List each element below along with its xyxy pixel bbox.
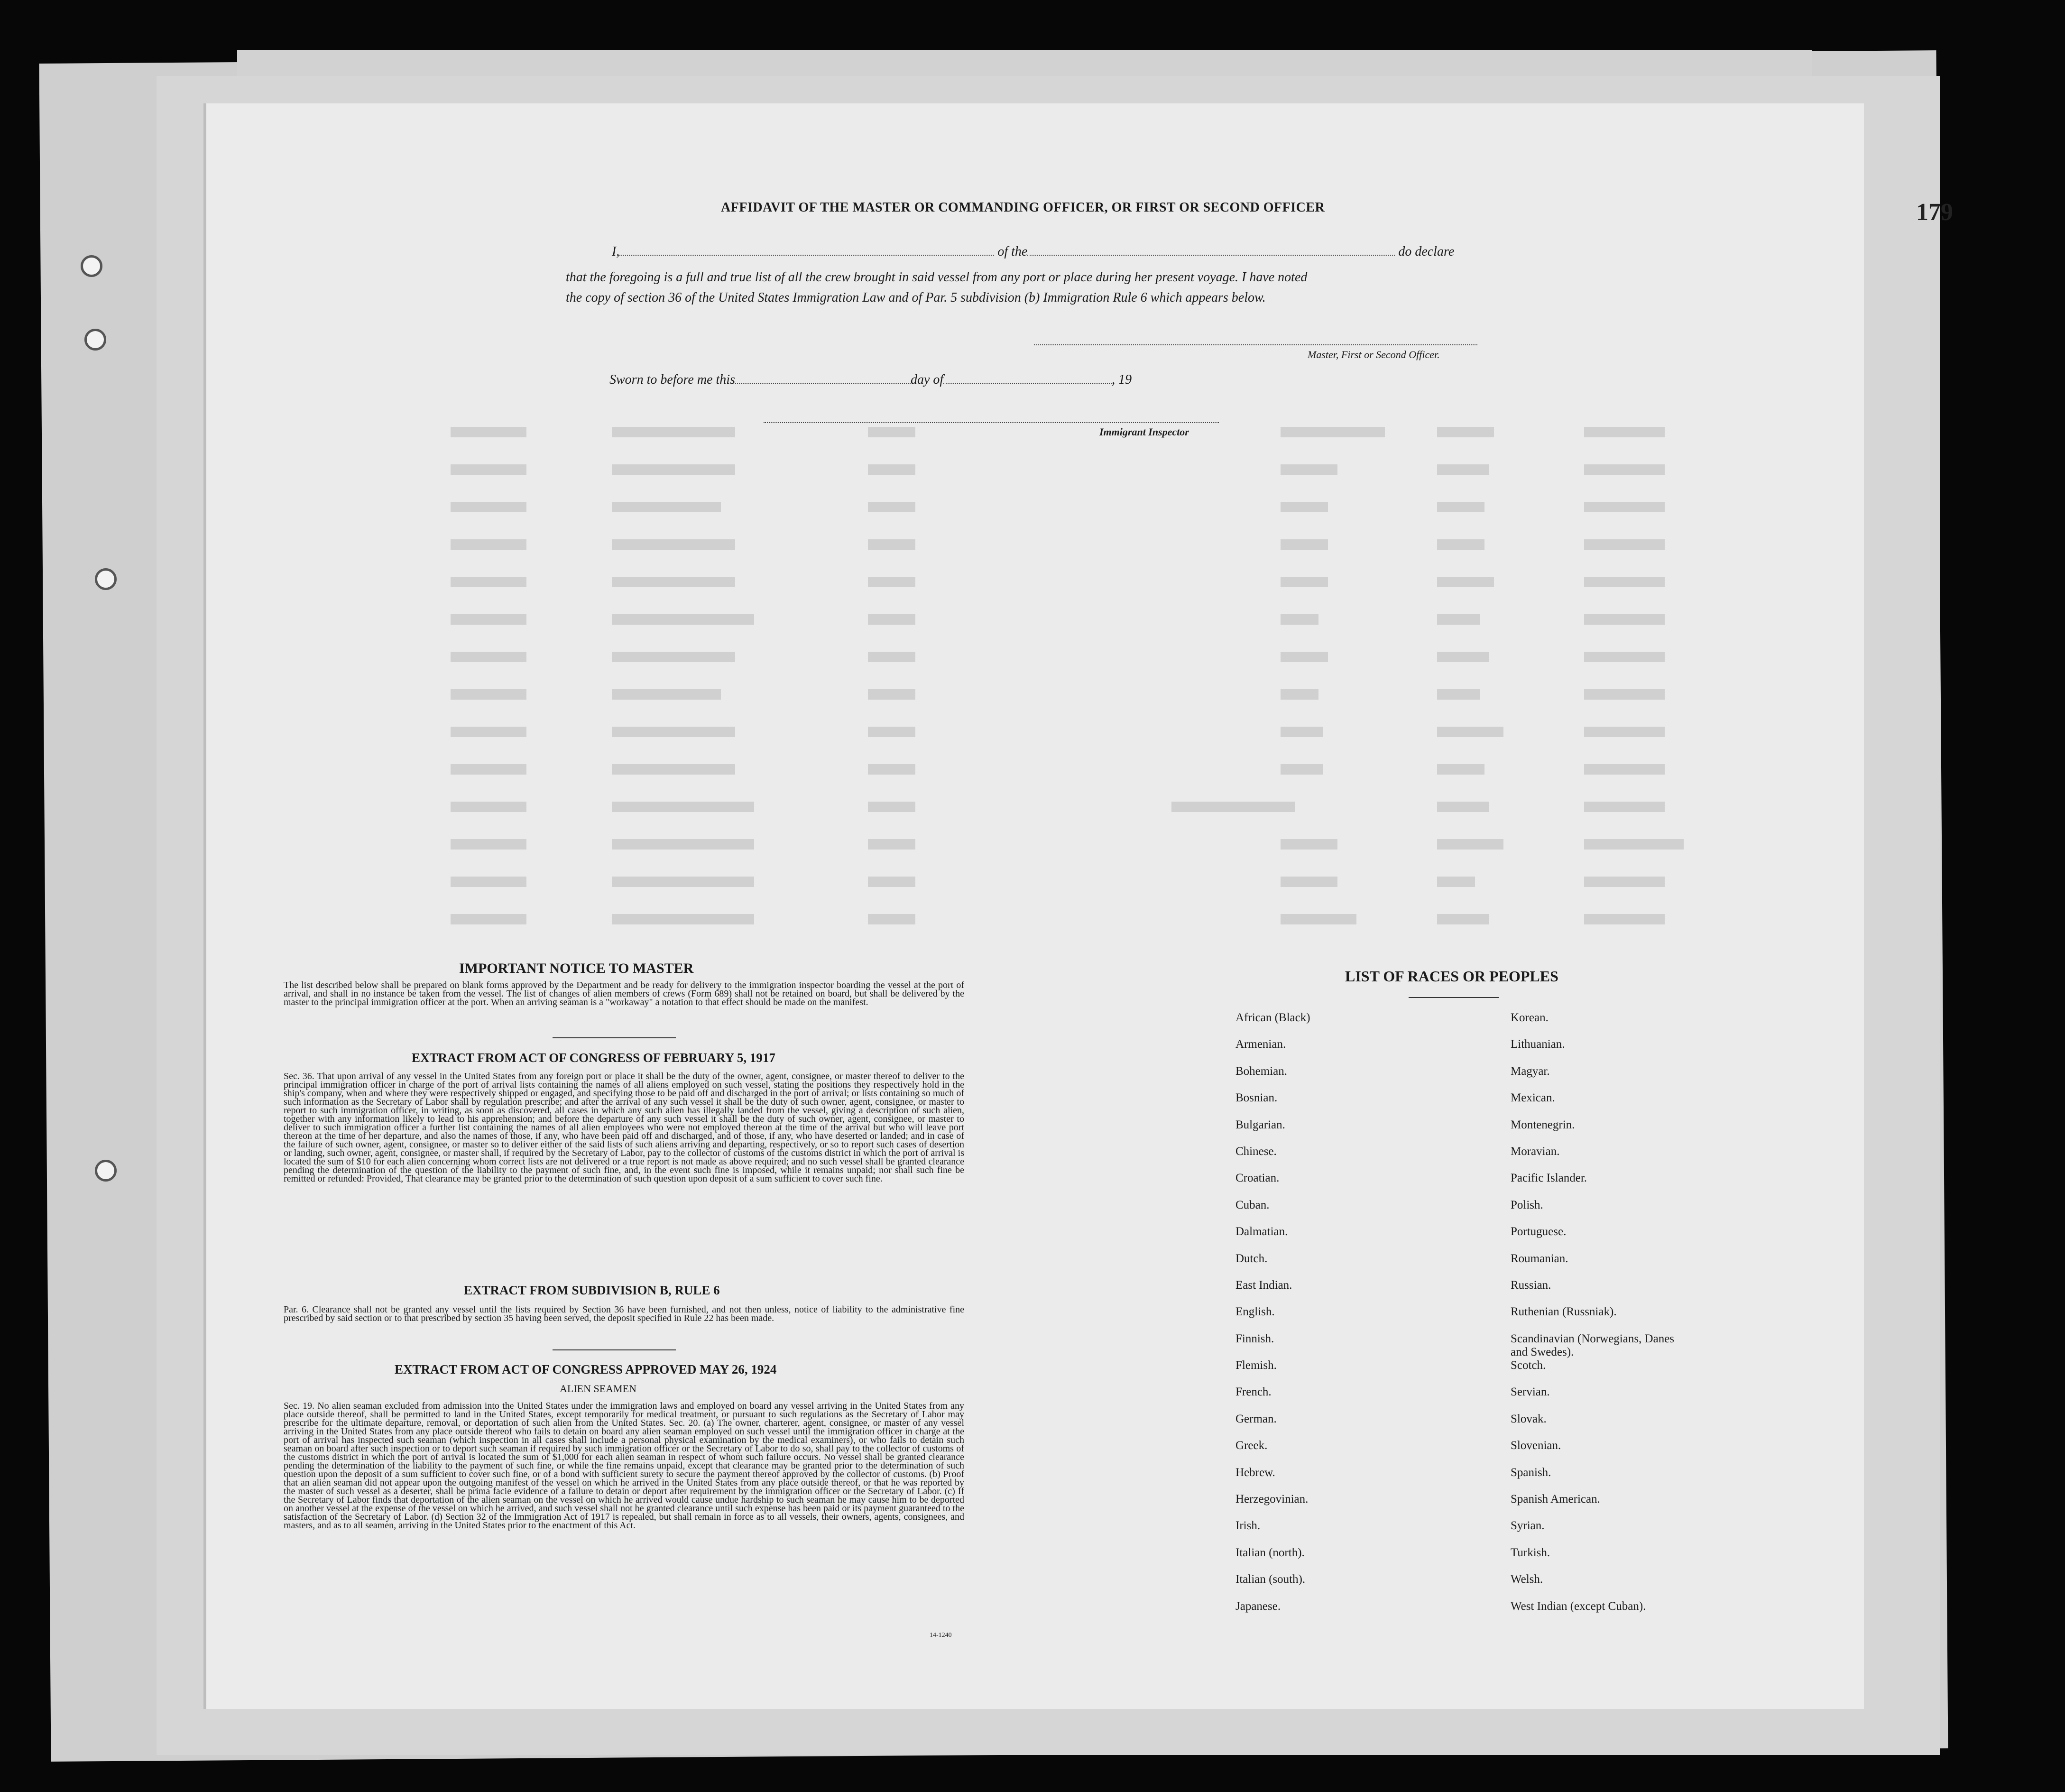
race-item: Italian (north). (1235, 1546, 1305, 1559)
race-item: Cuban. (1235, 1198, 1270, 1211)
vessel-blank (1027, 243, 1395, 256)
races-right-column (1511, 1011, 1686, 1626)
race-item: Slovak. (1511, 1412, 1547, 1425)
signature-caption: Master, First or Second Officer. (1308, 349, 1440, 360)
race-item: Bosnian. (1235, 1091, 1278, 1105)
extract-1924-title: EXTRACT FROM ACT OF CONGRESS APPROVED MAY 26, 1924 (395, 1362, 777, 1376)
declaration-i: I, (612, 244, 620, 259)
notice-title: IMPORTANT NOTICE TO MASTER (459, 961, 694, 976)
extract-1917-title: EXTRACT FROM ACT OF CONGRESS OF FEBRUARY 5, 1917 (412, 1051, 775, 1065)
declaration-line-3: the copy of section 36 of the United States Immigration Law and of Par. 5 subdivision (b) Immigration Rule 6 which appears below. (566, 290, 1266, 305)
race-item: Bohemian. (1235, 1064, 1288, 1078)
race-item: French. (1235, 1386, 1272, 1399)
race-item: Greek. (1235, 1439, 1268, 1452)
inspector-caption: Immigrant Inspector (1099, 426, 1189, 438)
divider (1409, 997, 1499, 998)
race-item: Pacific Islander. (1511, 1172, 1587, 1185)
sworn-year: , 19 (1112, 372, 1132, 387)
binder-hole (95, 568, 117, 590)
race-item: Japanese. (1235, 1599, 1281, 1613)
divider (553, 1349, 676, 1350)
extract-rule6-text: Par. 6. Clearance shall not be granted any vessel until the lists required by Section 36 have been furnished, and not then unless, notice of liability to the administrative fine prescribed by said section or to that prescribed by section 35 having been served, the deposit specified in Rule 22 has been made. (284, 1304, 964, 1323)
declaration-of-the: of the (997, 244, 1028, 259)
race-item: Armenian. (1235, 1038, 1286, 1051)
race-item: German. (1235, 1412, 1277, 1425)
bleed-through-rows (441, 417, 1760, 953)
race-item: African (Black) (1235, 1011, 1310, 1024)
name-blank (619, 243, 994, 256)
race-item: Magyar. (1511, 1064, 1550, 1078)
month-blank (943, 371, 1112, 384)
extract-1924-text: Sec. 19. No alien seaman excluded from admission into the United States under the immigration laws and employed on board any vessel arriving in the United States from any place outside thereof, shall be permitted to land in the United States, except temporarily for medical treatment, or pursuant to such regulations as the Secretary of Labor may prescribe for the ultimate departure, removal, or deportation of such alien from the United States. Sec. 20. (a) The owner, charterer, agent, consignee, or master of any vessel arriving in the United States from any place outside thereof who fails to detain on board any alien seaman employed on such vessel until the immigration officer in charge at the port of arrival has inspected such seaman (which inspection in all cases shall include a personal physical examination by the medical examiners), or who fails to detain such seaman on board after such inspection or to deport such seaman if required by such immigration officer or the Secretary of Labor to do so, shall pay to the collector of customs of the customs district in which the port of arrival is located the sum of $1,000 for each alien seaman in respect of whom such failure occurs. No vessel shall be granted clearance pending the determination of the liability to the payment of such fine, or while the fine remains unpaid, except that clearance may be granted prior to the determination of such question upon the deposit of a sum sufficient to cover such fine, or of a bond with sufficient surety to secure the payment thereof approved by the collector of customs. (b) Proof that an alien seaman did not appear upon the outgoing manifest of the vessel on which he arrived in the United States from any place outside thereof, or that he was reported by the master of such vessel as a deserter, shall be prima facie evidence of a failure to detain or deport after requirement by the immigration officer or the Secretary of Labor. (c) If the Secretary of Labor finds that deportation of the alien seaman on the vessel on which he arrived would cause undue hardship to such seaman he may cause him to be deported on another vessel at the expense of the vessel on which he arrived, and such vessel shall not be granted clearance until such expense has been paid or its payment guaranteed to the satisfaction of the Secretary of Labor. (d) Section 32 of the Immigration Act of 1917 is repealed, but shall remain in force as to all vessels, their owners, agents, consignees, and masters, and as to all seamen, arriving in the United States prior to the enactment of this Act. (284, 1401, 964, 1531)
extract-1917-text: Sec. 36. That upon arrival of any vessel in the United States from any foreign port or place it shall be the duty of the owner, agent, consignee, or master thereof to deliver to the principal immigration officer in charge of the port of arrival lists containing the names of all aliens employed on such vessel, stating the positions they respectively hold in the ship's company, when and where they were respectively shipped or engaged, and specifying those to be paid off and discharged in the port of arrival; or lists containing so much of such information as the Secretary of Labor shall by regulation prescribe; and after the arrival of any such vessel it shall be the duty of such owner, agent, consignee, or master to report to such immigration officer, in writing, as soon as discovered, all cases in which any such alien has illegally landed from the vessel, giving a description of such alien, together with any information likely to lead to his apprehension; and before the departure of any such vessel it shall be the duty of such owner, agent, consignee, or master to deliver to such immigration officer a further list containing the names of all alien employees who were not employed thereon at the time of the arrival but who will leave port thereon at the time of her departure, and also the names of those, if any, who have been paid off and discharged, and of those, if any, who have deserted or landed; and in case of the failure of such owner, agent, consignee, or master so to deliver either of the said lists of such aliens arriving and departing, respectively, or so to report such cases of desertion or landing, such owner, agent, consignee, or master shall, if required by the Secretary of Labor, pay to the collector of customs of the customs district in which the port of arrival is located the sum of $10 for each alien concerning whom correct lists are not delivered or a true report is not made as above required; and no such vessel shall be granted clearance pending the determination of the question of the liability to the payment of such fine, and, in the event such fine is imposed, while it remains unpaid; nor shall such fine be remitted or refunded: Provided, That clearance may be granted prior to the determination of such question upon deposit of a sum sufficient to cover such fine. (284, 1071, 964, 1184)
races-title: LIST OF RACES OR PEOPLES (1345, 968, 1558, 985)
race-item: Moravian. (1511, 1145, 1560, 1158)
race-item: Ruthenian (Russniak). (1511, 1305, 1617, 1319)
affidavit-title: AFFIDAVIT OF THE MASTER OR COMMANDING OFFICER, OR FIRST OR SECOND OFFICER (721, 200, 1325, 215)
extract-1924-subtitle: ALIEN SEAMEN (560, 1383, 636, 1395)
form-number: 14-1240 (930, 1632, 952, 1639)
sworn-day-of: day of (910, 372, 944, 387)
race-item: Spanish. (1511, 1466, 1551, 1479)
race-item: Russian. (1511, 1278, 1551, 1292)
race-item: Slovenian. (1511, 1439, 1561, 1452)
race-item: Turkish. (1511, 1546, 1550, 1559)
day-blank (735, 371, 911, 384)
race-item: Chinese. (1235, 1145, 1277, 1158)
race-item: Syrian. (1511, 1519, 1545, 1533)
page-number: 179 (1916, 199, 1953, 226)
binder-hole (84, 329, 106, 351)
race-item: Hebrew. (1235, 1466, 1275, 1479)
race-item: Italian (south). (1235, 1573, 1306, 1586)
race-item: Lithuanian. (1511, 1038, 1565, 1051)
declaration-do-declare: do declare (1398, 244, 1455, 259)
races-left-column (1235, 1011, 1310, 1626)
extract-rule6-title: EXTRACT FROM SUBDIVISION B, RULE 6 (464, 1283, 720, 1297)
race-item: Servian. (1511, 1386, 1550, 1399)
race-item: Herzegovinian. (1235, 1493, 1309, 1506)
race-item: Dutch. (1235, 1252, 1268, 1265)
race-item: Spanish American. (1511, 1493, 1600, 1506)
divider (553, 1037, 676, 1038)
race-item: Scotch. (1511, 1359, 1546, 1372)
race-item: Portuguese. (1511, 1225, 1567, 1238)
race-item: Scandinavian (Norwegians, Danes and Swedes). (1511, 1332, 1675, 1358)
race-item: Dalmatian. (1235, 1225, 1288, 1238)
race-item: Bulgarian. (1235, 1118, 1285, 1131)
binder-hole (95, 1160, 117, 1182)
race-item: Irish. (1235, 1519, 1261, 1533)
binder-hole (81, 255, 102, 277)
race-item: Montenegrin. (1511, 1118, 1575, 1131)
race-item: Mexican. (1511, 1091, 1555, 1105)
race-item: Welsh. (1511, 1573, 1543, 1586)
declaration-line-2: that the foregoing is a full and true list of all the crew brought in said vessel from any port or place during her present voyage. I have noted (566, 270, 1308, 285)
race-item: West Indian (except Cuban). (1511, 1599, 1646, 1613)
sworn-line (609, 369, 1132, 391)
race-item: Flemish. (1235, 1359, 1277, 1372)
race-item: Polish. (1511, 1198, 1543, 1211)
race-item: Finnish. (1235, 1332, 1274, 1345)
race-item: English. (1235, 1305, 1275, 1319)
notice-text: The list described below shall be prepared on blank forms approved by the Department and be ready for delivery to the immigration inspector boarding the vessel at the port of arrival, and shall in no instance be taken from the vessel. The list of changes of alien members of crews (Form 689) shall not be retained on board, but shall be delivered by the master to the principal immigration officer at the port. When an arriving seaman is a "workaway" a notation to that effect should be made on the manifest. (284, 980, 964, 1007)
race-item: East Indian. (1235, 1278, 1292, 1292)
sworn-label: Sworn to before me this (609, 372, 735, 387)
race-item: Roumanian. (1511, 1252, 1568, 1265)
race-item: Korean. (1511, 1011, 1549, 1024)
race-item: Croatian. (1235, 1172, 1280, 1185)
declaration-line-1 (612, 241, 1454, 263)
signature-line (1034, 344, 1477, 345)
